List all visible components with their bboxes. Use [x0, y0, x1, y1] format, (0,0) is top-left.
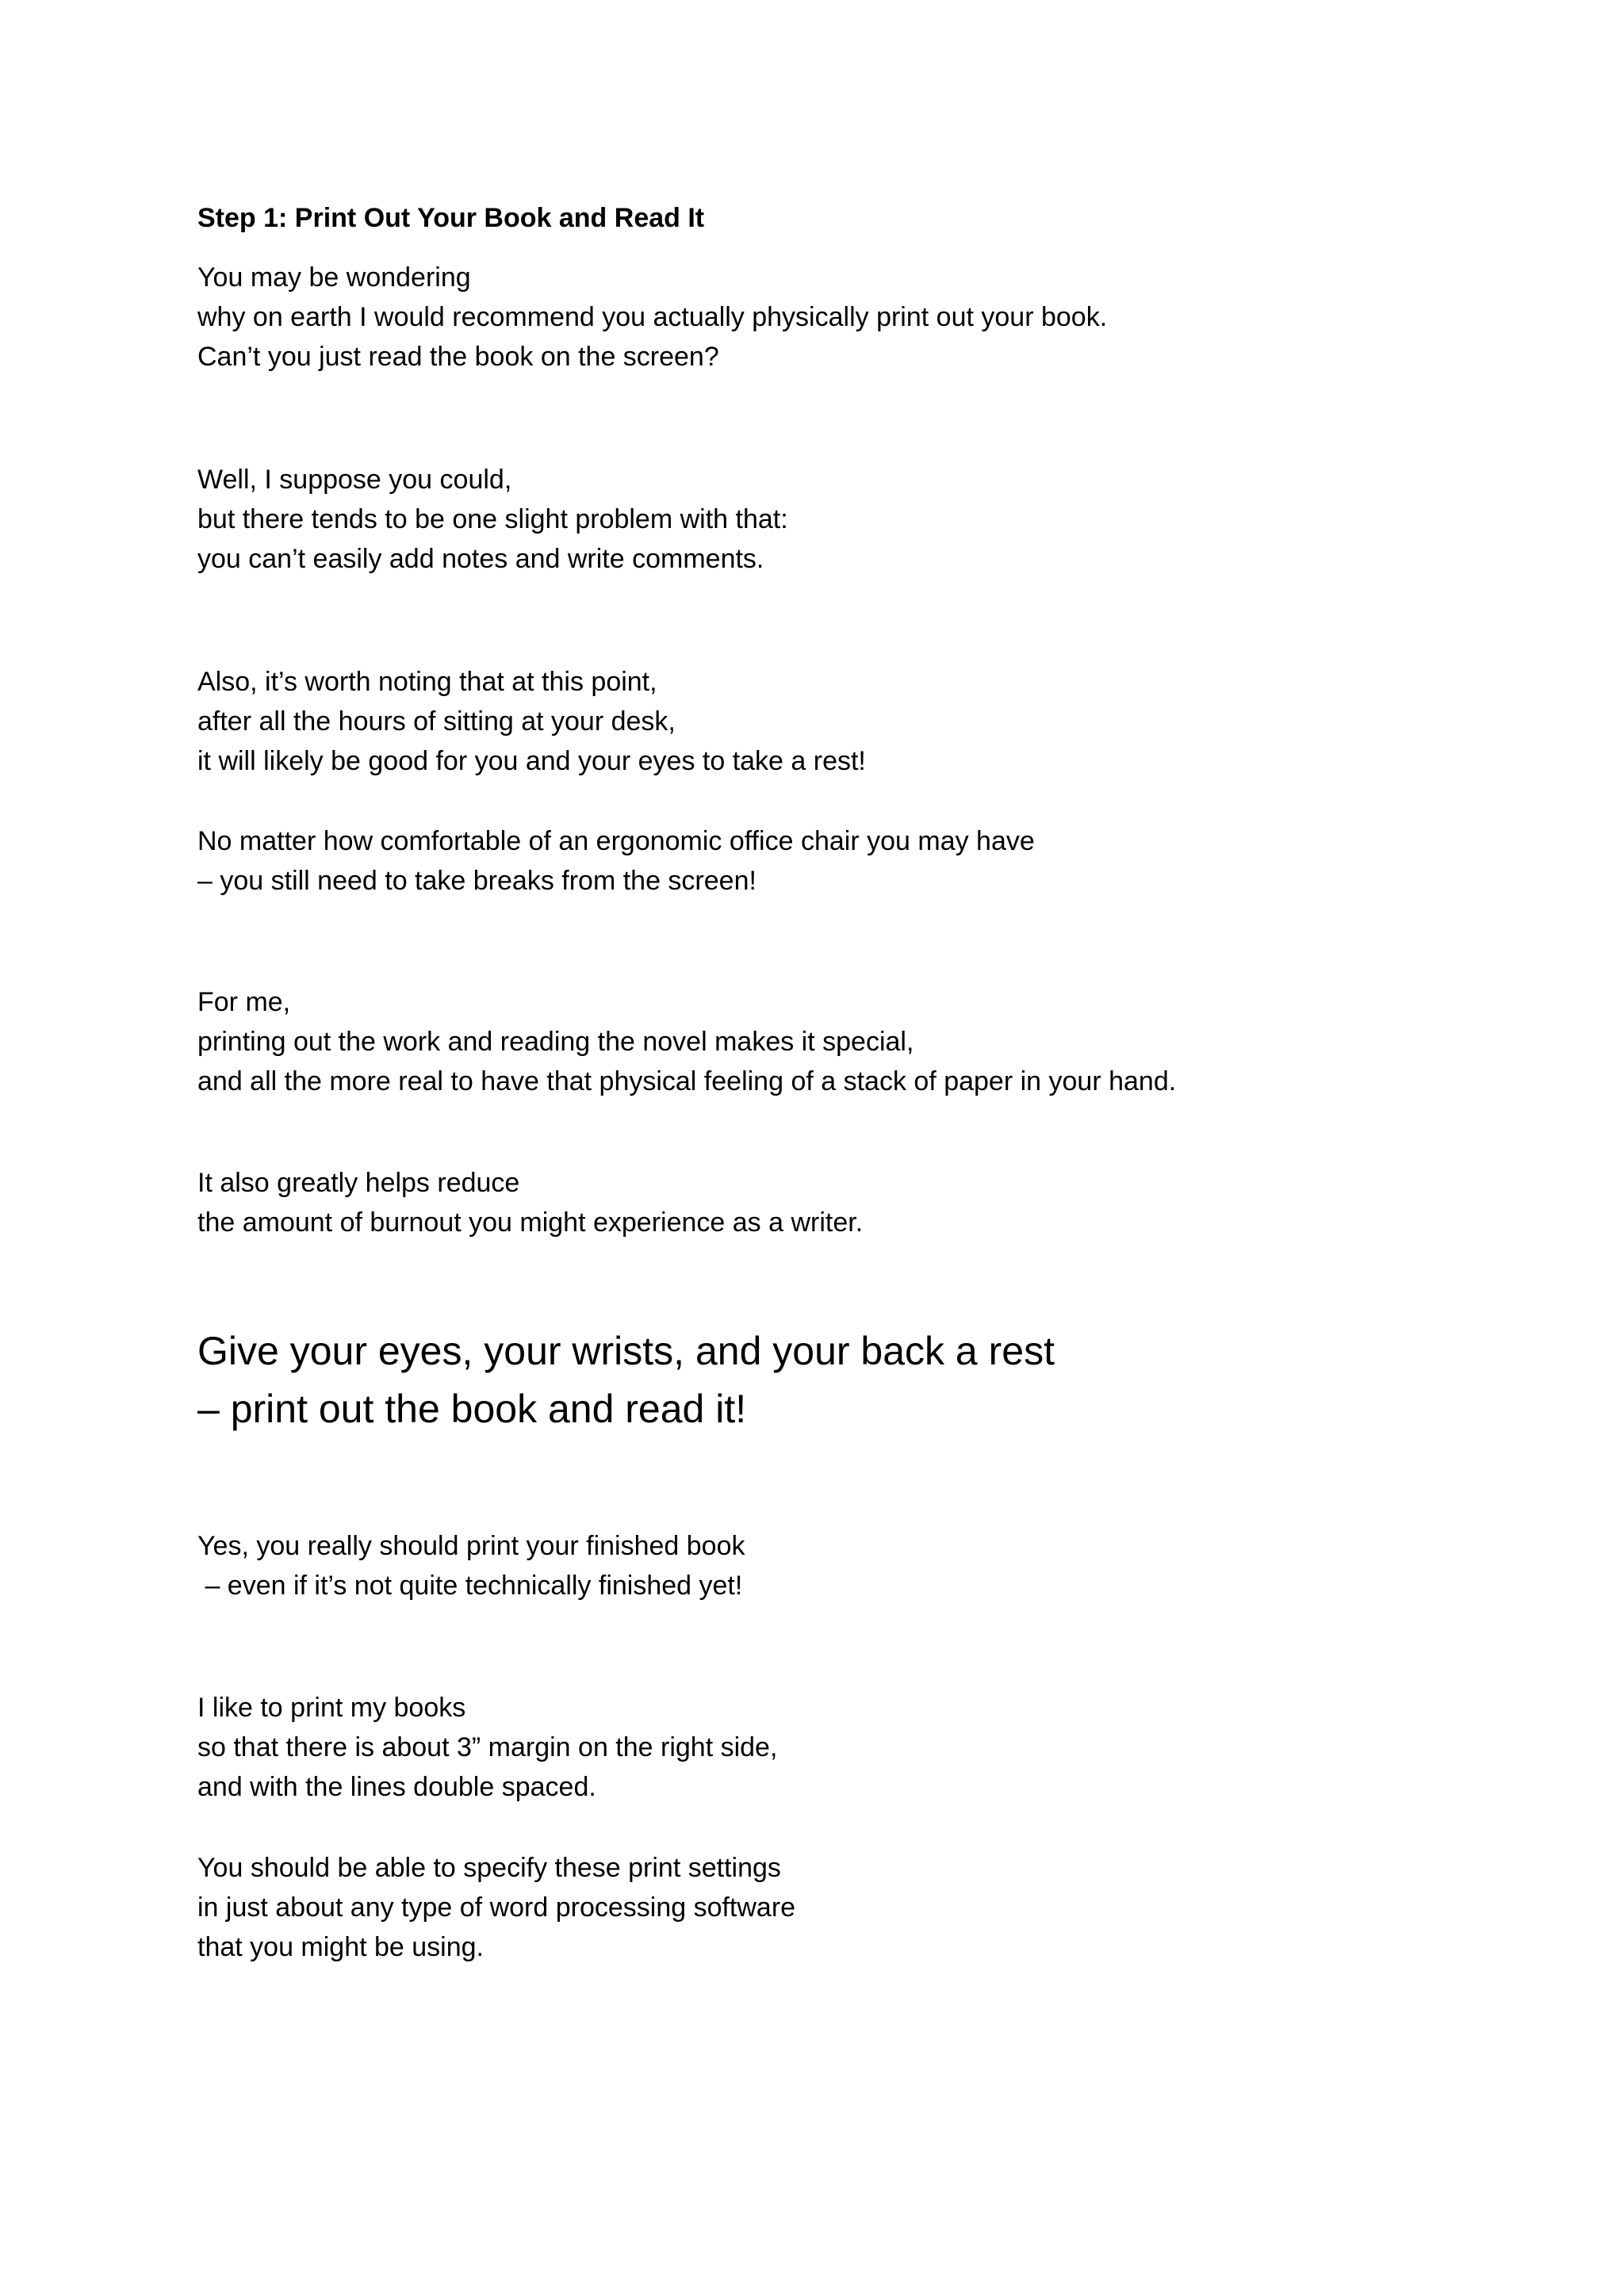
pull-quote-line: Give your eyes, your wrists, and your back a rest	[197, 1329, 1055, 1373]
section-heading: Step 1: Print Out Your Book and Read It	[197, 203, 705, 233]
paragraph-line: that you might be using.	[197, 1932, 485, 1962]
paragraph-burnout	[197, 1163, 863, 1242]
paragraph-line: you can’t easily add notes and write comments.	[197, 544, 764, 574]
paragraph-office-chair	[197, 821, 1035, 901]
paragraph-line: Well, I suppose you could,	[197, 465, 512, 495]
paragraph-suppose	[197, 460, 788, 579]
paragraph-line: You should be able to specify these print settings	[197, 1853, 781, 1883]
paragraph-line: and with the lines double spaced.	[197, 1772, 596, 1802]
pull-quote-line: – print out the book and read it!	[197, 1387, 747, 1431]
paragraph-line: For me,	[197, 987, 291, 1017]
paragraph-line: Yes, you really should print your finished book	[197, 1531, 745, 1561]
paragraph-line: Can’t you just read the book on the screen?	[197, 342, 719, 372]
paragraph-line: printing out the work and reading the novel makes it special,	[197, 1027, 914, 1057]
paragraph-print-settings	[197, 1688, 777, 1807]
pull-quote	[197, 1322, 1055, 1438]
paragraph-line: why on earth I would recommend you actually physically print out your book.	[197, 302, 1108, 332]
paragraph-line: it will likely be good for you and your eyes to take a rest!	[197, 746, 866, 776]
paragraph-software	[197, 1848, 795, 1967]
paragraph-line: – even if it’s not quite technically finished yet!	[197, 1571, 743, 1601]
paragraph-line: You may be wondering	[197, 262, 471, 293]
paragraph-line: but there tends to be one slight problem with that:	[197, 504, 788, 534]
paragraph-line: and all the more real to have that physical feeling of a stack of paper in your hand.	[197, 1066, 1177, 1096]
paragraph-line: – you still need to take breaks from the screen!	[197, 866, 756, 896]
paragraph-worth-noting	[197, 662, 866, 781]
paragraph-wondering	[197, 258, 1107, 377]
paragraph-line: I like to print my books	[197, 1693, 466, 1723]
paragraph-line: It also greatly helps reduce	[197, 1168, 520, 1198]
paragraph-finished-book	[197, 1526, 745, 1605]
paragraph-line: after all the hours of sitting at your desk,	[197, 706, 676, 737]
paragraph-line: No matter how comfortable of an ergonomic office chair you may have	[197, 826, 1035, 856]
paragraph-line: so that there is about 3” margin on the right side,	[197, 1732, 778, 1762]
paragraph-line: in just about any type of word processing software	[197, 1892, 796, 1923]
paragraph-line: Also, it’s worth noting that at this point,	[197, 667, 657, 697]
paragraph-for-me	[197, 982, 1176, 1101]
paragraph-line: the amount of burnout you might experience as a writer.	[197, 1207, 864, 1238]
